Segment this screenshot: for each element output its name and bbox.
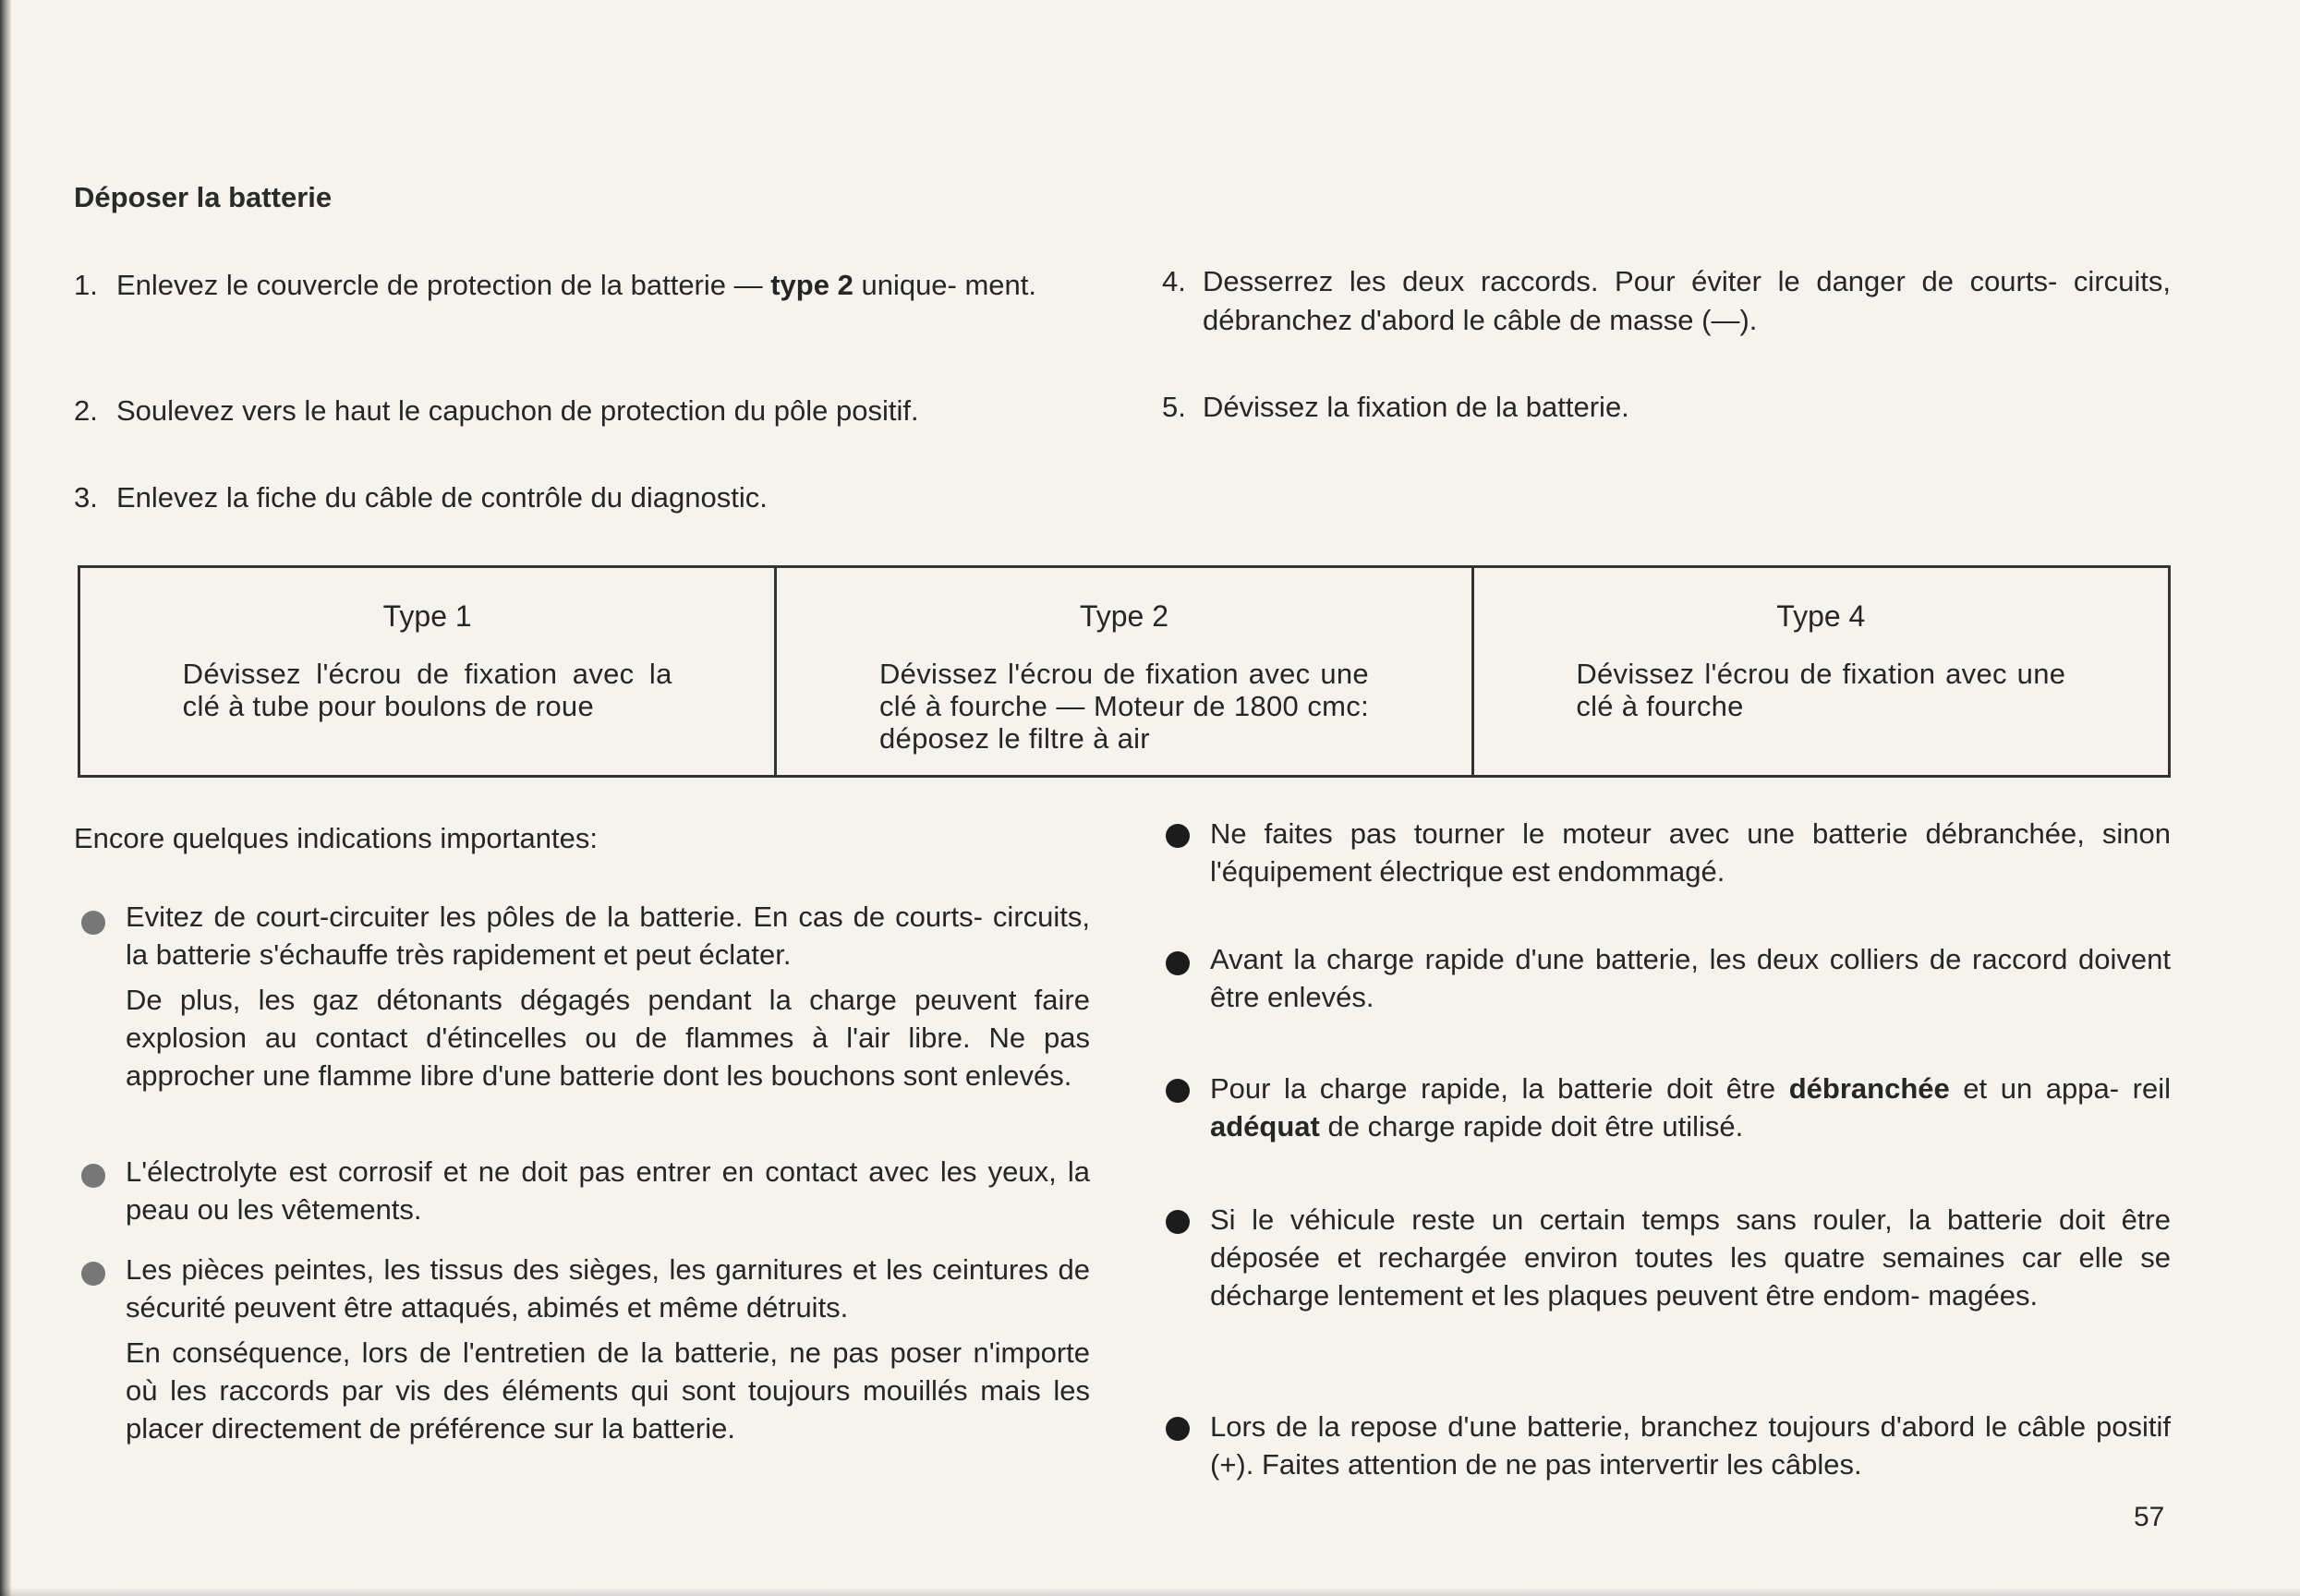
step-1 [74, 266, 1090, 305]
left-bullet-2 [126, 1153, 1090, 1228]
step-text: Enlevez la fiche du câble de contrôle du diagnostic. [116, 481, 768, 514]
step-3 [74, 478, 1090, 517]
bullet-icon [1166, 1417, 1190, 1441]
type-instruction: Dévissez l'écrou de fixation avec une clé à fourche [1576, 658, 2066, 722]
left-bullet-3 [126, 1251, 1090, 1447]
type-4-column [1471, 568, 2171, 775]
bullet-text-part: et un appa- reil [1949, 1072, 2171, 1105]
step-number: 2. [74, 394, 98, 427]
right-bullet-5: Lors de la repose d'une batterie, branchez toujours d'abord le câble positif (+). Faites attention de ne pas intervertir les câbles. [1210, 1410, 2171, 1481]
right-bullet-2: Avant la charge rapide d'une batterie, les deux colliers de raccord doivent être enlevés. [1210, 943, 2171, 1013]
bullet-icon [81, 1262, 105, 1286]
type-2-column [774, 568, 1471, 775]
step-number: 3. [74, 481, 98, 514]
bullet-continuation: De plus, les gaz détonants dégagés pendant la charge peuvent faire explosion au contact d'étincelles ou de flammes à l'air libre. Ne pas approcher une flamme libre d'une batterie dont les bouchons sont enlevés. [126, 984, 1090, 1092]
vehicle-type-table [78, 565, 2171, 778]
step-number: 5. [1162, 391, 1186, 423]
right-bullet-3 [1210, 1070, 2171, 1145]
type-instruction: Dévissez l'écrou de fixation avec une clé à fourche — Moteur de 1800 cmc: déposez le filtre à air [878, 658, 1369, 755]
type-instruction: Dévissez l'écrou de fixation avec la clé à tube pour boulons de roue [182, 658, 672, 722]
step-text-part: Enlevez le couvercle de protection de la batterie — [116, 269, 771, 301]
intro-text: Encore quelques indications importantes: [74, 822, 598, 854]
page-binding-edge [0, 0, 11, 1596]
step-text [74, 266, 1090, 305]
step-5 [1162, 388, 2171, 427]
bullet-icon [81, 1164, 105, 1188]
bullet-text: L'électrolyte est corrosif et ne doit pas entrer en contact avec les yeux, la peau ou les vêtements. [126, 1155, 1090, 1226]
page-number: 57 [2134, 1502, 2165, 1532]
bullet-text: Evitez de court-circuiter les pôles de la batterie. En cas de courts- circuits, la batterie s'échauffe très rapidement et peut éclater. [126, 901, 1090, 971]
bullet-text-part: de charge rapide doit être utilisé. [1319, 1110, 1744, 1143]
step-number: 1. [74, 269, 98, 301]
step-text-bold: type 2 [770, 269, 853, 301]
step-text: Dévissez la fixation de la batterie. [1203, 391, 1629, 423]
bullet-text-bold: adéquat [1210, 1110, 1320, 1143]
bullet-text-bold: débranchée [1788, 1072, 1950, 1105]
step-2 [74, 392, 1090, 430]
type-title: Type 4 [1776, 599, 1866, 633]
step-4 [1162, 262, 2171, 340]
bullet-text-part: Pour la charge rapide, la batterie doit être [1210, 1072, 1789, 1105]
left-bullet-1 [126, 898, 1090, 1094]
step-text-part: unique- ment. [853, 269, 1037, 301]
page-bottom-shadow [0, 1587, 2300, 1596]
section-heading: Déposer la batterie [74, 181, 333, 213]
type-1-column [78, 568, 774, 775]
right-bullet-4: Si le véhicule reste un certain temps sans rouler, la batterie doit être déposée et rechargée environ toutes les quatre semaines car elle se décharge lentement et les plaques peuvent être endom- magées. [1210, 1203, 2171, 1312]
type-title: Type 1 [382, 599, 472, 633]
type-title: Type 2 [1079, 599, 1169, 633]
right-bullet-1: Ne faites pas tourner le moteur avec une batterie débranchée, sinon l'équipement électrique est endommagé. [1210, 817, 2171, 888]
bullet-icon [1166, 1210, 1190, 1234]
step-text: Soulevez vers le haut le capuchon de protection du pôle positif. [116, 394, 919, 427]
step-text: Desserrez les deux raccords. Pour éviter le danger de courts- circuits, débranchez d'abord le câble de masse (—). [1203, 265, 2171, 336]
bullet-icon [1166, 951, 1190, 975]
bullet-icon [81, 911, 105, 935]
bullet-icon [1166, 824, 1190, 848]
step-number: 4. [1162, 265, 1186, 297]
bullet-text: Les pièces peintes, les tissus des sièges, les garnitures et les ceintures de sécurité peuvent être attaqués, abimés et même détruits. [126, 1253, 1090, 1324]
bullet-icon [1166, 1079, 1190, 1103]
bullet-continuation: En conséquence, lors de l'entretien de la batterie, ne pas poser n'importe où les raccords par vis des éléments qui sont toujours mouillés mais les placer directement de préférence sur la batterie. [126, 1336, 1090, 1445]
